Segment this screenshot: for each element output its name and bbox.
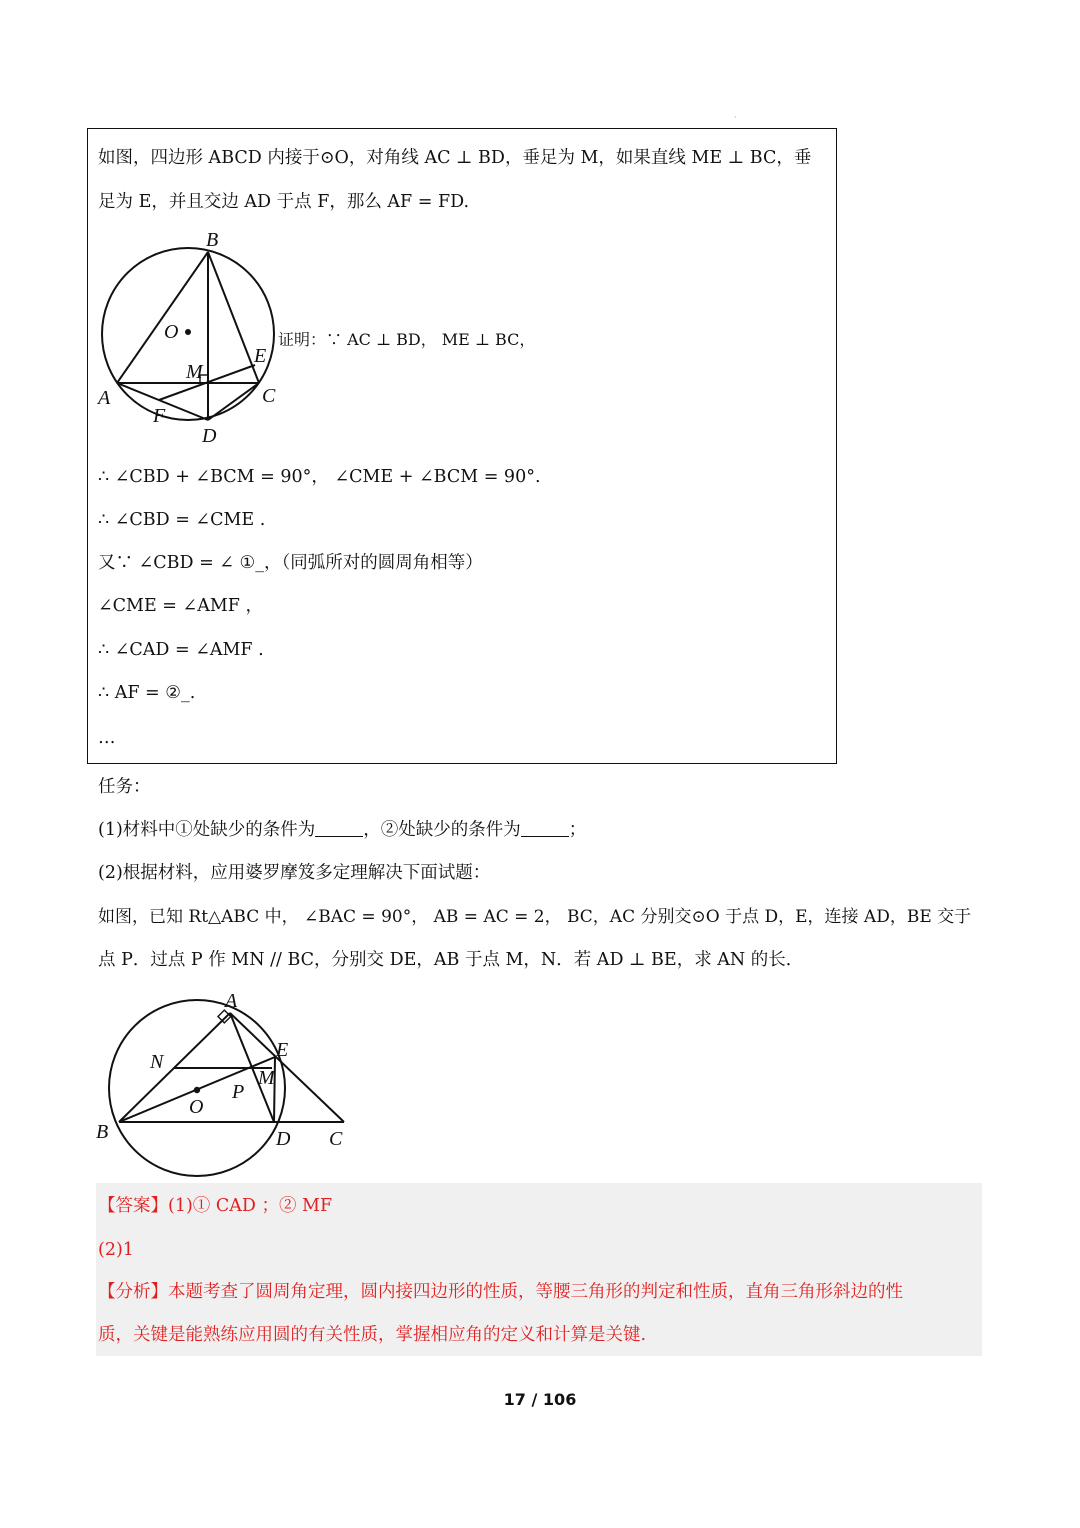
task-q1-text-a: (1)材料中①处缺少的条件为 <box>98 820 316 840</box>
label-p-2: P <box>232 1081 245 1103</box>
segment-bc <box>208 252 259 383</box>
label-m-2: M <box>258 1067 275 1089</box>
task-q1-text-c: ； <box>568 820 587 840</box>
task-q1-text-b: ，②处缺少的条件为 <box>363 820 521 840</box>
label-a-2: A <box>225 990 238 1012</box>
proof-line-1: ∴ ∠CBD + ∠BCM = 90°， ∠CME + ∠BCM = 90°. <box>98 467 541 487</box>
analysis-text-1: 本题考查了圆周角定理，圆内接四边形的性质，等腰三角形的判定和性质，直角三角形斜边的性 <box>168 1282 903 1302</box>
answer-line-1 <box>98 1194 332 1218</box>
label-b: B <box>206 229 219 251</box>
task-q2-line-1: 如图，已知 Rt△ABC 中， ∠BAC = 90°， AB = AC = 2， BC，AC 分别交⊙O 于点 D，E，连接 AD，BE 交于 <box>98 907 972 927</box>
label-o-2: O <box>189 1096 204 1118</box>
analysis-line-2: 质，关键是能熟练应用圆的有关性质，掌握相应角的定义和计算是关键. <box>98 1325 647 1345</box>
page-mark: · <box>734 113 737 122</box>
label-e-2: E <box>276 1039 289 1061</box>
answer-line-2: (2)1 <box>98 1240 134 1260</box>
material-line-2: 足为 E，并且交边 AD 于点 F，那么 AF = FD. <box>98 192 470 212</box>
proof-line-6: ∴ AF = ②_. <box>98 683 196 703</box>
right-angle-mark-2 <box>218 1010 231 1023</box>
label-d-2: D <box>276 1128 291 1150</box>
segment-dc <box>208 383 259 420</box>
blank-2 <box>521 818 569 837</box>
task-q1 <box>98 818 586 842</box>
label-n-2: N <box>150 1051 164 1073</box>
label-c-2: C <box>329 1128 343 1150</box>
label-d: D <box>202 425 217 447</box>
task-heading: 任务： <box>98 777 151 797</box>
label-b-2: B <box>96 1121 109 1143</box>
proof-line-4: ∠CME = ∠AMF ， <box>98 596 263 616</box>
answer-text-1: (1)① CAD ；② MF <box>168 1196 333 1216</box>
analysis-tag: 【分析】 <box>98 1282 168 1302</box>
label-m: M <box>186 361 203 383</box>
material-line-1: 如图，四边形 ABCD 内接于⊙O，对角线 AC ⊥ BD，垂足为 M，如果直线 ME ⊥ BC，垂 <box>98 148 812 168</box>
proof-ellipsis: … <box>98 728 116 748</box>
label-o: O <box>164 321 179 343</box>
center-dot <box>185 329 191 335</box>
task-q2-line-2: 点 P．过点 P 作 MN // BC，分别交 DE，AB 于点 M，N．若 AD ⊥ BE，求 AN 的长． <box>98 950 804 970</box>
answer-tag: 【答案】 <box>98 1196 168 1216</box>
task-q2: (2)根据材料，应用婆罗摩笈多定理解决下面试题： <box>98 863 491 883</box>
label-e: E <box>254 345 267 367</box>
analysis-line-1 <box>98 1280 903 1304</box>
label-c: C <box>262 385 276 407</box>
proof-intro: 证明：∵ AC ⊥ BD， ME ⊥ BC， <box>278 330 536 349</box>
label-a: A <box>98 387 111 409</box>
blank-1 <box>315 818 363 837</box>
label-f: F <box>153 405 166 427</box>
page-number: 17 / 106 <box>503 1390 577 1409</box>
center-dot-2 <box>194 1087 200 1093</box>
proof-line-3: 又∵ ∠CBD = ∠ ①_，（同弧所对的圆周角相等） <box>98 553 483 573</box>
figure-cyclic-quadrilateral <box>96 228 286 450</box>
proof-line-2: ∴ ∠CBD = ∠CME . <box>98 510 266 530</box>
figure-right-triangle-circle <box>94 990 354 1180</box>
proof-line-5: ∴ ∠CAD = ∠AMF . <box>98 640 264 660</box>
